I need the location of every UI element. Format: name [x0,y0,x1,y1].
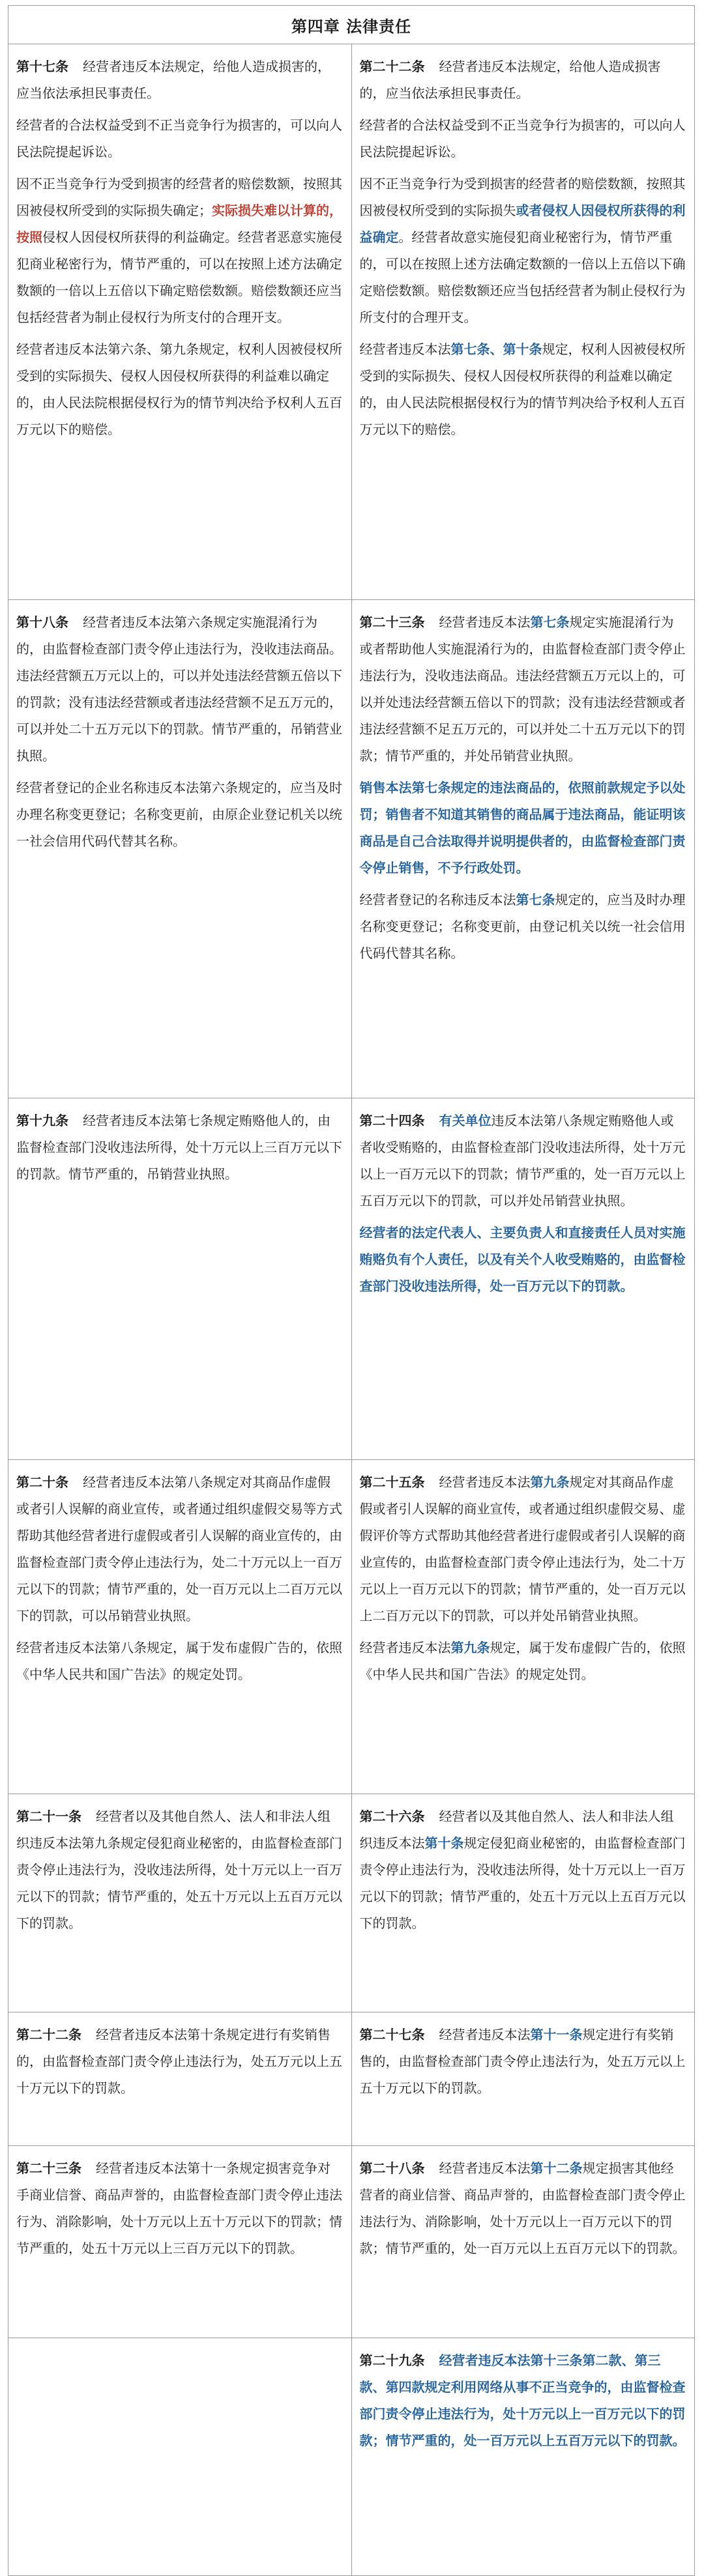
clause-text: 经营者违反本法 [359,341,451,357]
article-number: 第十七条 [16,59,68,74]
old-law-cell [8,2012,352,2146]
table-row [8,1098,695,1460]
clause-text: 规定侵犯商业秘密的，由监督检查部门责令停止违法行为，没收违法所得，处十万元以上一百万元以下的罚款；情节严重的，处五十万元以上五百万元以下的罚款。 [359,1835,686,1931]
changed-text: 经营者的法定代表人、主要负责人和直接责任人员对实施贿赂负有个人责任，以及有关个人收受贿赂的，由监督检查部门没收违法所得，处一百万元以下的罚款。 [359,1225,686,1294]
clause-text: 经营者违反本法第十一条规定损害竞争对手商业信誉、商品声誉的，由监督检查部门责令停止违法行为、消除影响，处十万元以上五十万元以下的罚款；情节严重的，处五十万元以上三百万元以下的罚款。 [16,2160,342,2256]
clause-paragraph [360,1108,687,1214]
table-row [8,2146,695,2338]
clause-paragraph [16,2022,344,2102]
changed-text: 销售本法第七条规定的违法商品的，依照前款规定予以处罚；销售者不知道其销售的商品属于违法商品，能证明该商品是自己合法取得并说明提供者的，由监督检查部门责令停止销售，不予行政处罚。 [359,780,686,876]
clause-paragraph [360,1220,687,1300]
article-number: 第十九条 [16,1113,68,1128]
clause-text: 经营者违反本法 [439,614,531,630]
clause-text: 经营者违反本法 [439,2160,531,2176]
changed-text: 第九条 [530,1474,570,1490]
clause-paragraph [360,1469,687,1629]
changed-text: 经营者违反本法第十三条第二款、第三款、第四款规定利用网络从事不正当竞争的，由监督检查部门责令停止违法行为，处十万元以上一百万元以下的罚款；情节严重的，处一百万元以上五百万元以下的罚款。 [359,2353,686,2448]
article-number: 第二十七条 [359,2027,425,2042]
clause-paragraph [16,1108,344,1188]
old-law-cell [8,44,352,600]
changed-text: 第十一条 [530,2027,583,2042]
clause-paragraph [16,53,344,107]
clause-text: 经营者违反本法 [439,1474,531,1490]
clause-paragraph [16,775,344,855]
clause-paragraph [16,1803,344,1937]
clause-text: 经营者违反本法第六条规定实施混淆行为的，由监督检查部门责令停止违法行为，没收违法商品。违法经营额五万元以上的，可以并处违法经营额五倍以下的罚款；没有违法经营额或者违法经营额不足五万元的，可以并处二十五万元以下的罚款。情节严重的，吊销营业执照。 [16,614,342,764]
clause-text: 经营者以及其他自然人、法人和非法人组织违反本法 [359,1809,674,1851]
table-row [8,1460,695,1794]
changed-text: 有关单位 [439,1113,491,1128]
table-body [8,44,695,2576]
article-number: 第二十九条 [359,2353,425,2368]
new-law-cell [351,2146,695,2338]
old-law-cell [8,1098,352,1460]
new-law-cell [351,1098,695,1460]
clause-paragraph [360,775,687,881]
changed-text: 第十二条 [530,2160,583,2176]
clause-text: 经营者登记的企业名称违反本法第六条规定的，应当及时办理名称变更登记；名称变更前，由原企业登记机关以统一社会信用代码代替其名称。 [16,780,342,849]
table-row [8,1794,695,2012]
chapter-title: 第四章 法律责任 [8,6,695,44]
clause-paragraph [360,2347,687,2454]
old-law-cell [8,600,352,1098]
clause-paragraph [16,2155,344,2262]
clause-text: 经营者违反本法规定，给他人造成损害的，应当依法承担民事责任。 [359,59,661,101]
clause-text: 经营者的合法权益受到不正当竞争行为损害的，可以向人民法院提起诉讼。 [16,117,342,160]
article-number: 第二十五条 [359,1474,425,1490]
clause-text: 违反本法 [491,1113,544,1128]
clause-text: 第八条规定贿赂他人或者收受贿赂的，由监督检查部门没收违法所得，处十万元以上一百万元以下的罚款；情节严重的，处一百万元以上五百万元以下的罚款，可以并处吊销营业执照。 [359,1113,686,1209]
deleted-text: 实际损失难以计算的，按照 [16,203,342,245]
clause-paragraph [360,112,687,165]
article-number: 第二十四条 [359,1113,425,1128]
new-law-cell [351,600,695,1098]
clause-paragraph [360,1635,687,1688]
old-law-cell [8,2146,352,2338]
clause-text: 经营者违反本法第十条规定进行有奖销售的，由监督检查部门责令停止违法行为，处五万元以上五十万元以下的罚款。 [16,2027,342,2096]
clause-paragraph [16,171,344,331]
clause-text: 规定进行有奖销售的，由监督检查部门责令停止违法行为，处五万元以上五十万元以下的罚款。 [359,2027,686,2096]
clause-paragraph [360,887,687,967]
clause-paragraph [360,2155,687,2262]
clause-paragraph [360,336,687,443]
article-number: 第二十六条 [359,1809,425,1824]
new-law-cell [351,2012,695,2146]
table-row [8,600,695,1098]
clause-text: 经营者登记的名称违反本法 [359,892,516,908]
clause-text: 经营者违反本法 [439,2027,531,2042]
clause-text: 经营者违反本法第六条、第九条规定，权利人因被侵权所受到的实际损失、侵权人因侵权所获得的利益难以确定的，由人民法院根据侵权行为的情节判决给予权利人五百万元以下的赔偿。 [16,341,342,437]
article-number: 第二十条 [16,1474,68,1490]
old-law-cell [8,1794,352,2012]
table-row [8,2012,695,2146]
old-law-cell [8,1460,352,1794]
old-law-cell [8,2338,352,2576]
changed-text: 第十条 [424,1835,464,1851]
clause-text: 规定，属于发布虚假广告的，依照《中华人民共和国广告法》的规定处罚。 [359,1640,686,1682]
clause-text: 经营者违反本法 [359,1640,451,1655]
clause-paragraph [360,609,687,769]
law-comparison-table [8,5,695,2576]
clause-text: 因不正当竞争行为受到损害的经营者的赔偿数额，按照其因被侵权所受到的实际损失 [359,176,686,218]
article-number: 第十八条 [16,614,68,630]
clause-paragraph [16,336,344,443]
new-law-cell [351,2338,695,2576]
clause-paragraph [360,53,687,107]
new-law-cell [351,1794,695,2012]
clause-paragraph [360,2022,687,2102]
article-number: 第二十三条 [16,2160,81,2176]
clause-text: 经营者违反本法第八条规定，属于发布虚假广告的，依照《中华人民共和国广告法》的规定处罚。 [16,1640,342,1682]
clause-paragraph [360,171,687,331]
new-law-cell [351,1460,695,1794]
clause-text: 侵权人因侵权所获得的利益确定。经营者恶意实施侵犯商业秘密行为，情节严重的，可以在按照上述方法确定数额的一倍以上五倍以下确定赔偿数额。赔偿数额还应当包括经营者为制止侵权行为所支付的合理开支。 [16,229,342,325]
changed-text: 第七条 [530,614,570,630]
changed-text: 第七条 [516,892,555,908]
clause-text: 经营者违反本法规定，给他人造成损害的，应当依法承担民事责任。 [16,59,330,101]
clause-text: 经营者违反本法第七条规定贿赂他人的，由监督检查部门没收违法所得，处十万元以上三百万元以下的罚款。情节严重的，吊销营业执照。 [16,1113,342,1182]
clause-text: 因不正当竞争行为受到损害的经营者的赔偿数额，按照其因被侵权所受到的实际损失确定； [16,176,342,218]
clause-paragraph [16,112,344,165]
clause-text: 经营者违反本法第八条规定对其商品作虚假或者引人误解的商业宣传，或者通过组织虚假交易等方式帮助其他经营者进行虚假或者引人误解的商业宣传的，由监督检查部门责令停止违法行为，处二十万元以上一百万元以下的罚款；情节严重的，处一百万元以上二百万元以下的罚款，可以吊销营业执照。 [16,1474,342,1624]
clause-text: 经营者以及其他自然人、法人和非法人组织违反本法第九条规定侵犯商业秘密的，由监督检查部门责令停止违法行为，没收违法所得，处十万元以上一百万元以下的罚款；情节严重的，处五十万元以上五百万元以下的罚款。 [16,1809,342,1931]
changed-text: 或者侵权人因侵权所获得的利益确定 [359,203,686,245]
clause-text: 规定的，应当及时办理名称变更登记；名称变更前，由登记机关以统一社会信用代码代替其名称。 [359,892,686,961]
article-number: 第二十二条 [16,2027,81,2042]
clause-text: 。经营者故意实施侵犯商业秘密行为，情节严重的，可以在按照上述方法确定数额的一倍以上五倍以下确定赔偿数额。赔偿数额还应当包括经营者为制止侵权行为所支付的合理开支。 [359,229,686,325]
clause-text: 规定实施混淆行为或者帮助他人实施混淆行为的，由监督检查部门责令停止违法行为，没收违法商品。违法经营额五万元以上的，可以并处违法经营额五倍以下的罚款；没有违法经营额或者违法经营额不足五万元的，可以并处二十五万元以下的罚款；情节严重的，并处吊销营业执照。 [359,614,686,764]
clause-text: 规定损害其他经营者的商业信誉、商品声誉的，由监督检查部门责令停止违法行为、消除影响，处十万元以上一百万元以下的罚款；情节严重的，处一百万元以上五百万元以下的罚款。 [359,2160,686,2256]
clause-paragraph [16,609,344,769]
article-number: 第二十一条 [16,1809,81,1824]
clause-text: 经营者的合法权益受到不正当竞争行为损害的，可以向人民法院提起诉讼。 [359,117,686,160]
clause-text: 规定对其商品作虚假或者引人误解的商业宣传，或者通过组织虚假交易、虚假评价等方式帮助其他经营者进行虚假或者引人误解的商业宣传的，由监督检查部门责令停止违法行为，处二十万元以上一百万元以下的罚款；情节严重的，处一百万元以上二百万元以下的罚款，可以并处吊销营业执照。 [359,1474,686,1624]
table-row [8,44,695,600]
changed-text: 第九条 [450,1640,490,1655]
article-number: 第二十三条 [359,614,425,630]
clause-paragraph [360,1803,687,1937]
new-law-cell [351,44,695,600]
clause-text: 规定，权利人因被侵权所受到的实际损失、侵权人因侵权所获得的利益难以确定的，由人民法院根据侵权行为的情节判决给予权利人五百万元以下的赔偿。 [359,341,686,437]
clause-paragraph [16,1635,344,1688]
table-row [8,2338,695,2576]
changed-text: 第七条、第十条 [450,341,542,357]
article-number: 第二十二条 [359,59,425,74]
clause-paragraph [16,1469,344,1629]
article-number: 第二十八条 [359,2160,425,2176]
